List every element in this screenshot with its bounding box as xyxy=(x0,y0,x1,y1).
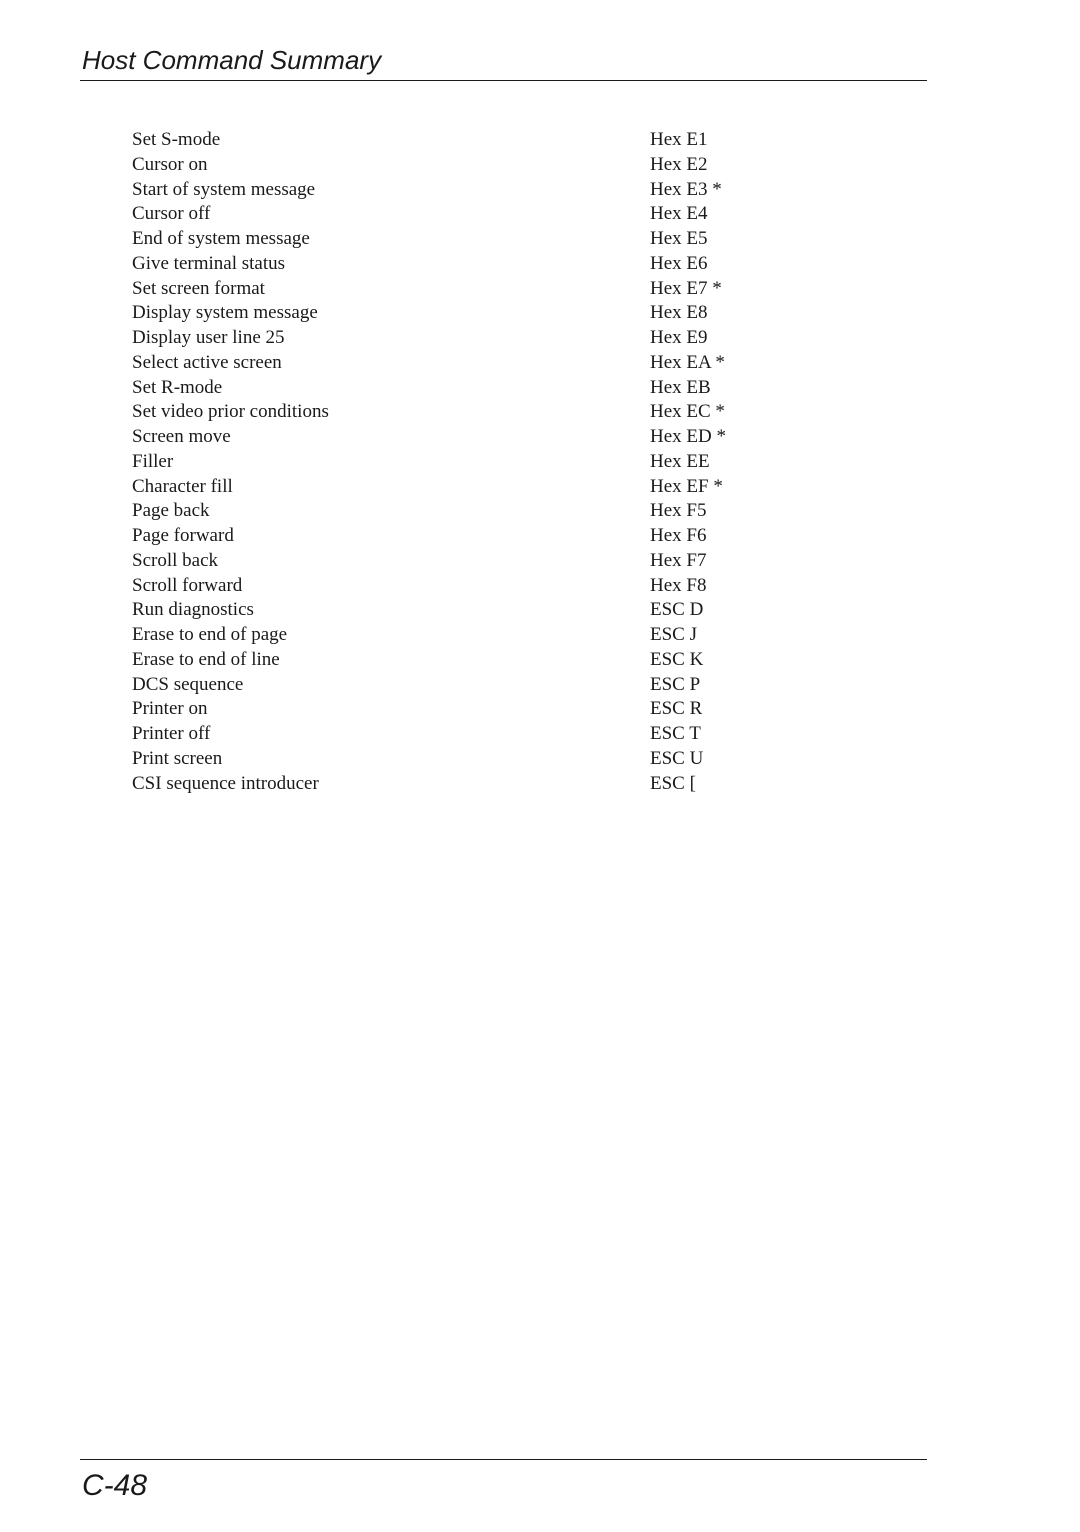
table-row xyxy=(132,277,832,302)
command-code: Hex E1 xyxy=(650,129,708,150)
command-name: Cursor off xyxy=(132,203,211,225)
table-row xyxy=(132,648,832,673)
command-name: Erase to end of page xyxy=(132,624,288,645)
page-number: C-48 xyxy=(82,1469,148,1502)
table-row xyxy=(132,351,832,376)
table-row xyxy=(132,153,832,178)
command-name: Scroll forward xyxy=(132,574,243,596)
page-title: Host Command Summary xyxy=(82,45,382,75)
command-code: Hex EC * xyxy=(650,401,725,423)
table-row xyxy=(132,376,832,401)
table-row xyxy=(132,747,832,772)
command-code: Hex E4 xyxy=(650,203,708,225)
table-row xyxy=(132,673,832,698)
command-name: Start of system message xyxy=(132,178,316,200)
command-name: Set S-mode xyxy=(132,129,221,150)
command-code: Hex E2 xyxy=(650,153,708,175)
command-code: ESC J xyxy=(650,624,697,645)
table-row xyxy=(132,178,832,203)
header-divider xyxy=(80,80,927,81)
command-name: Run diagnostics xyxy=(132,599,254,621)
command-name: Printer on xyxy=(132,698,208,720)
command-code: Hex E9 xyxy=(650,327,708,348)
command-name: Erase to end of line xyxy=(132,648,280,670)
table-row xyxy=(132,475,832,500)
command-name: Select active screen xyxy=(132,351,282,373)
table-row xyxy=(132,574,832,599)
command-code: ESC U xyxy=(650,747,704,769)
command-name: Set screen format xyxy=(132,277,265,299)
command-name: Screen move xyxy=(132,426,231,447)
table-row xyxy=(132,425,832,450)
command-code: Hex E7 * xyxy=(650,277,722,299)
command-name: End of system message xyxy=(132,228,310,249)
command-code: ESC R xyxy=(650,698,703,720)
table-row xyxy=(132,722,832,747)
command-code: Hex E3 * xyxy=(650,178,722,200)
footer-divider xyxy=(80,1459,927,1460)
table-row xyxy=(132,301,832,326)
table-row xyxy=(132,450,832,475)
command-name: Filler xyxy=(132,450,174,472)
command-code: Hex ED * xyxy=(650,426,726,447)
table-row xyxy=(132,227,832,252)
table-row xyxy=(132,524,832,549)
command-code: Hex F6 xyxy=(650,525,707,546)
command-name: Cursor on xyxy=(132,153,208,175)
command-code: ESC P xyxy=(650,673,701,695)
command-name: Set video prior conditions xyxy=(132,401,329,423)
command-code: Hex E6 xyxy=(650,252,708,274)
command-name: Set R-mode xyxy=(132,376,223,398)
table-row xyxy=(132,549,832,574)
table-row xyxy=(132,400,832,425)
command-name: Scroll back xyxy=(132,549,219,571)
command-table xyxy=(132,128,832,796)
table-row xyxy=(132,128,832,153)
table-row xyxy=(132,598,832,623)
command-name: Display user line 25 xyxy=(132,327,285,348)
command-code: Hex F5 xyxy=(650,500,707,522)
table-row xyxy=(132,772,832,797)
table-row xyxy=(132,252,832,277)
command-name: Page back xyxy=(132,500,210,522)
command-code: Hex F7 xyxy=(650,549,707,571)
table-row xyxy=(132,202,832,227)
command-code: ESC K xyxy=(650,648,704,670)
command-name: Print screen xyxy=(132,747,223,769)
command-code: Hex F8 xyxy=(650,574,707,596)
command-code: Hex EB xyxy=(650,376,711,398)
command-name: Character fill xyxy=(132,475,233,497)
command-name: CSI sequence introducer xyxy=(132,772,319,794)
command-code: ESC [ xyxy=(650,772,696,794)
table-row xyxy=(132,623,832,648)
command-code: Hex E8 xyxy=(650,302,708,324)
command-name: Give terminal status xyxy=(132,252,286,274)
command-name: Page forward xyxy=(132,525,234,546)
command-name: DCS sequence xyxy=(132,673,244,695)
command-name: Display system message xyxy=(132,302,318,324)
command-code: Hex E5 xyxy=(650,228,708,249)
command-code: Hex EF * xyxy=(650,475,723,497)
command-name: Printer off xyxy=(132,723,211,744)
command-code: Hex EE xyxy=(650,450,710,472)
command-code: ESC D xyxy=(650,599,704,621)
table-row xyxy=(132,499,832,524)
table-row xyxy=(132,326,832,351)
table-row xyxy=(132,697,832,722)
command-code: ESC T xyxy=(650,723,701,744)
command-code: Hex EA * xyxy=(650,351,725,373)
